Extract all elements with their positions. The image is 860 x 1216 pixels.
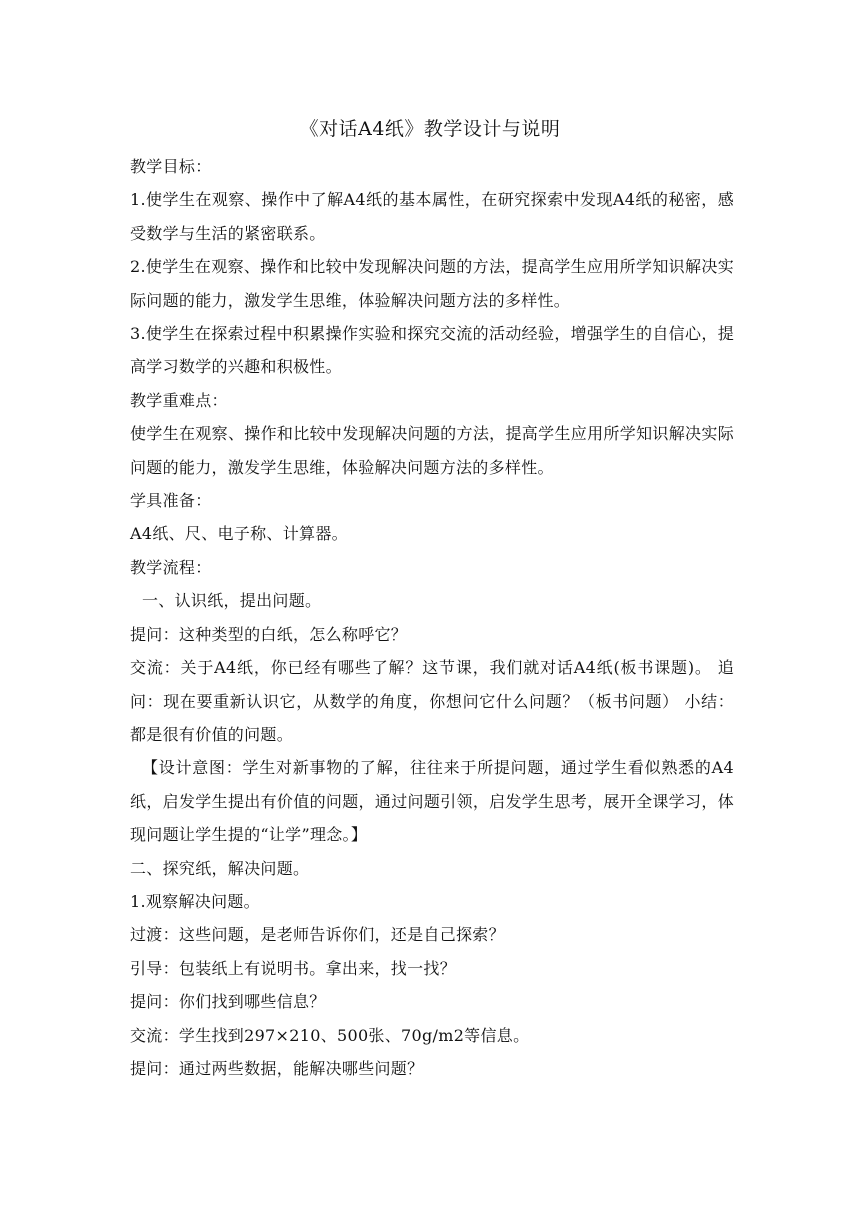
paragraph-section-1-heading: 一、认识纸，提出问题。 xyxy=(142,591,322,611)
document-title: 《对话A4纸》教学设计与说明 xyxy=(299,118,561,140)
paragraph-exchange-1: 交流：关于A4纸，你已经有哪些了解？这节课，我们就对话A4纸(板书课题)。 追问：现在要重新认识它，从数学的角度，你想问它什么问题？（板书问题） 小结：都是很有价值的问题。 xyxy=(130,658,734,744)
document-body xyxy=(130,150,734,1085)
paragraph-process-heading: 教学流程： xyxy=(130,557,212,577)
paragraph-key-points: 使学生在观察、操作和比较中发现解决问题的方法，提高学生应用所学知识解决实际问题的能力，激发学生思维，体验解决问题方法的多样性。 xyxy=(130,424,734,477)
paragraph-materials: A4纸、尺、电子称、计算器。 xyxy=(130,524,348,544)
paragraph-design-intent: 【设计意图：学生对新事物的了解，往往来于所提问题，通过学生看似熟悉的A4纸，启发学生提出有价值的问题，通过问题引领，启发学生思考，展开全课学习，体现问题让学生提的“让学”理念。】 xyxy=(130,758,734,845)
paragraph-materials-heading: 学具准备： xyxy=(130,491,212,511)
paragraph-transition: 过渡：这些问题，是老师告诉你们，还是自己探索？ xyxy=(130,925,505,945)
paragraph-goal-3: 3.使学生在探索过程中积累操作实验和探究交流的活动经验，增强学生的自信心，提高学习数学的兴趣和积极性。 xyxy=(130,324,734,377)
paragraph-key-points-heading: 教学重难点： xyxy=(130,390,228,410)
paragraph-guide: 引导：包装纸上有说明书。拿出来，找一找？ xyxy=(130,958,457,978)
paragraph-exchange-2: 交流：学生找到297×210、500张、70g/m2等信息。 xyxy=(130,1025,530,1045)
paragraph-section-2-heading: 二、探究纸，解决问题。 xyxy=(130,858,310,878)
paragraph-goal-1: 1.使学生在观察、操作中了解A4纸的基本属性，在研究探索中发现A4纸的秘密，感受数学与生活的紧密联系。 xyxy=(130,190,734,243)
paragraph-teaching-goals-heading: 教学目标： xyxy=(130,157,212,176)
paragraph-question-1: 提问：这种类型的白纸，怎么称呼它？ xyxy=(130,624,408,644)
paragraph-question-2: 提问：你们找到哪些信息？ xyxy=(130,992,326,1012)
paragraph-subsection-1: 1.观察解决问题。 xyxy=(130,891,260,911)
paragraph-goal-2: 2.使学生在观察、操作和比较中发现解决问题的方法，提高学生应用所学知识解决实际问题的能力，激发学生思维，体验解决问题方法的多样性。 xyxy=(130,257,734,310)
paragraph-question-3: 提问：通过两些数据，能解决哪些问题？ xyxy=(130,1058,424,1078)
